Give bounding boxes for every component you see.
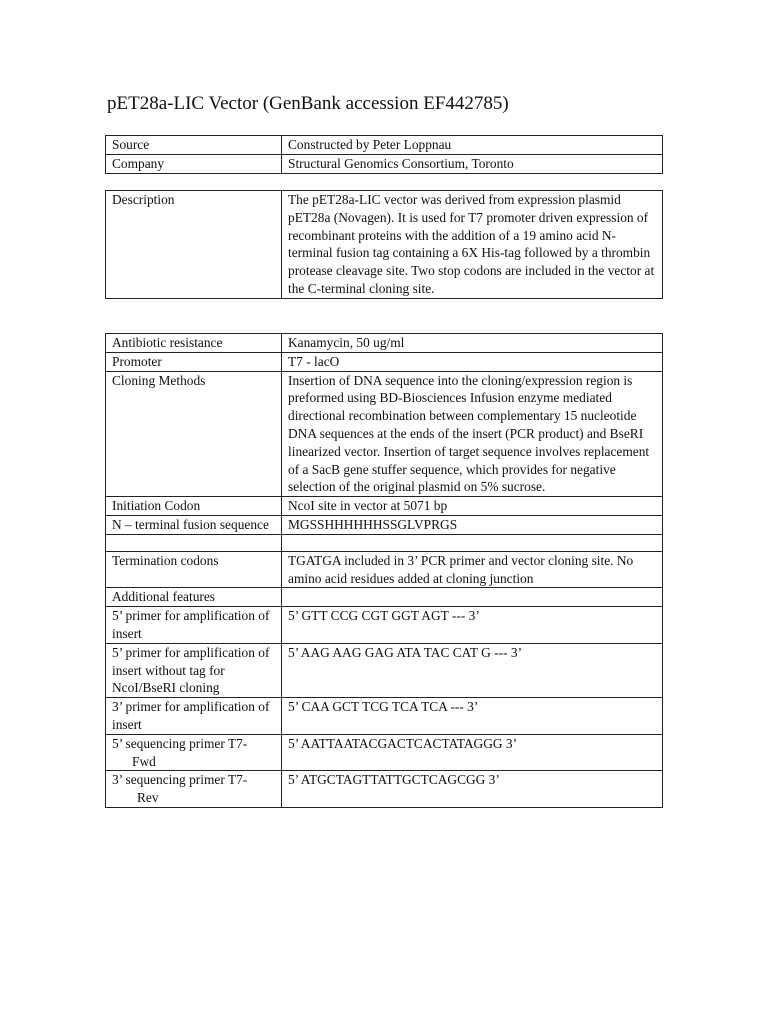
table-row	[106, 734, 663, 771]
table-row	[106, 551, 663, 588]
row-label-5-primer-insert: 5’ primer for amplification of insert	[106, 607, 282, 644]
row-value-t7-fwd: 5’ AATTAATACGACTCACTATAGGG 3’	[282, 734, 663, 771]
row-label-antibiotic-resistance: Antibiotic resistance	[106, 334, 282, 353]
row-value-promoter: T7 - lacO	[282, 352, 663, 371]
row-label-description: Description	[106, 191, 282, 299]
description-table	[105, 190, 663, 299]
row-label-cloning-methods: Cloning Methods	[106, 371, 282, 497]
table-row	[106, 191, 663, 299]
row-label-company: Company	[106, 154, 282, 173]
row-label-additional-features: Additional features	[106, 588, 282, 607]
table-row	[106, 497, 663, 516]
row-value-5-primer-no-tag: 5’ AAG AAG GAG ATA TAC CAT G --- 3’	[282, 643, 663, 697]
features-table	[105, 333, 663, 808]
table-row	[106, 643, 663, 697]
row-value-cloning-methods: Insertion of DNA sequence into the cloning/expression region is preformed using BD-Biosciences Infusion enzyme mediated directional recombination between complementary 15 nucleotide DNA sequences at the ends of the insert (PCR product) and BseRI linearized vector. Insertion of target sequence involves replacement of a SacB gene stuffer sequence, which provides for negative selection of the original plasmid on 5% sucrose.	[282, 371, 663, 497]
table-row	[106, 136, 663, 155]
row-label-initiation-codon: Initiation Codon	[106, 497, 282, 516]
row-value-n-terminal-fusion: MGSSHHHHHHSSGLVPRGS	[282, 515, 663, 534]
source-table	[105, 135, 663, 174]
table-row	[106, 352, 663, 371]
row-value-company: Structural Genomics Consortium, Toronto	[282, 154, 663, 173]
table-row	[106, 534, 663, 551]
row-value-empty	[282, 534, 663, 551]
table-row	[106, 607, 663, 644]
row-label-promoter: Promoter	[106, 352, 282, 371]
row-label-5-primer-no-tag: 5’ primer for amplification of insert without tag for NcoI/BseRI cloning	[106, 643, 282, 697]
label-line-indented: Fwd	[132, 753, 156, 769]
table-row	[106, 588, 663, 607]
row-value-t7-rev: 5’ ATGCTAGTTATTGCTCAGCGG 3’	[282, 771, 663, 808]
row-value-termination-codons: TGATGA included in 3’ PCR primer and vector cloning site. No amino acid residues added at cloning junction	[282, 551, 663, 588]
row-label-n-terminal-fusion: N – terminal fusion sequence	[106, 515, 282, 534]
row-label-termination-codons: Termination codons	[106, 551, 282, 588]
row-value-antibiotic-resistance: Kanamycin, 50 ug/ml	[282, 334, 663, 353]
row-label-t7-rev	[106, 771, 282, 808]
table-row	[106, 154, 663, 173]
page-title: pET28a-LIC Vector (GenBank accession EF442785)	[107, 93, 509, 114]
label-line: 5’ sequencing primer T7-	[112, 735, 248, 751]
row-label-t7-fwd	[106, 734, 282, 771]
table-row	[106, 515, 663, 534]
table-row	[106, 371, 663, 497]
row-value-5-primer-insert: 5’ GTT CCG CGT GGT AGT --- 3’	[282, 607, 663, 644]
row-value-additional-features	[282, 588, 663, 607]
row-label-empty	[106, 534, 282, 551]
row-value-description: The pET28a-LIC vector was derived from expression plasmid pET28a (Novagen). It is used for T7 promoter driven expression of recombinant proteins with the addition of a 19 amino acid N-terminal fusion tag containing a 6X His-tag followed by a thrombin protease cleavage site. Two stop codons are included in the vector at the C-terminal cloning site.	[282, 191, 663, 299]
row-value-initiation-codon: NcoI site in vector at 5071 bp	[282, 497, 663, 516]
label-line: 3’ sequencing primer T7-	[112, 772, 248, 788]
row-value-source: Constructed by Peter Loppnau	[282, 136, 663, 155]
label-line-indented: Rev	[137, 790, 159, 806]
row-label-source: Source	[106, 136, 282, 155]
row-value-3-primer-insert: 5’ CAA GCT TCG TCA TCA --- 3’	[282, 698, 663, 735]
row-label-3-primer-insert: 3’ primer for amplification of insert	[106, 698, 282, 735]
table-row	[106, 698, 663, 735]
table-row	[106, 334, 663, 353]
table-row	[106, 771, 663, 808]
